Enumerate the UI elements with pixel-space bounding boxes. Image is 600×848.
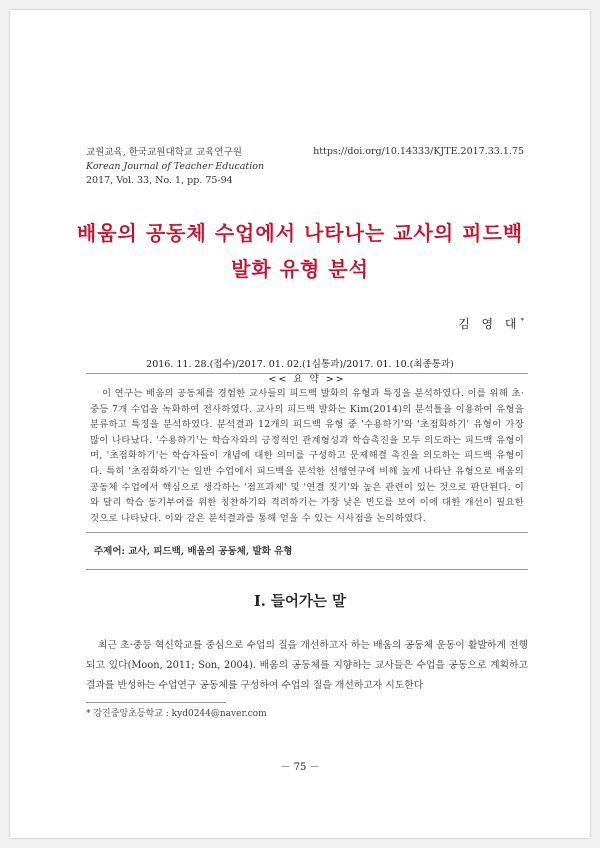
publisher: 교원교육, 한국교원대학교 교육연구원 <box>86 147 242 158</box>
abstract <box>86 373 528 533</box>
keywords-divider <box>86 569 528 570</box>
author <box>458 315 524 332</box>
doi-link[interactable]: https://doi.org/10.14333/KJTE.2017.33.1.75 <box>313 146 524 157</box>
abstract-heading-wrap <box>86 367 528 386</box>
journal-name: Korean Journal of Teacher Education <box>86 161 265 172</box>
title-line-2: 발화 유형 분석 <box>231 257 369 281</box>
submission-dates: 2016. 11. 28.(접수)/2017. 01. 02.(1심통과)/2017. 01. 10.(최종통과) <box>146 359 454 370</box>
section-heading: Ⅰ. 들어가는 말 <box>254 593 346 610</box>
title-line-1: 배움의 공동체 수업에서 나타나는 교사의 피드백 <box>76 221 524 245</box>
author-footnote-mark: * <box>520 317 524 325</box>
document-page <box>10 10 590 838</box>
abstract-heading: << 요 약 >> <box>260 374 353 385</box>
paper-title <box>50 215 550 287</box>
body-paragraph: 최근 초·중등 혁신학교를 중심으로 수업의 질을 개선하고자 하는 배움의 공동체 운동이 활발하게 전행되고 있다(Moon, 2011; Son, 2004). 배움의 공동체를 지향하는 교사들은 수업을 공동으로 계획하고 결과를 반성하는 수업연구 공동체를 구성하여 수업의 질을 개선하고자 시도한다 <box>86 640 528 691</box>
author-name: 김 영 대 <box>458 317 521 331</box>
footnote: * 강진중앙초등학교 : kyd0244@naver.com <box>86 709 267 719</box>
journal-info <box>86 146 264 188</box>
volume-info: 2017, Vol. 33, No. 1, pp. 75-94 <box>86 175 233 186</box>
keywords: 주제어: 교사, 피드백, 배움의 공동체, 발화 유형 <box>94 546 293 557</box>
footnote-divider <box>86 702 226 703</box>
page-number: － 75 － <box>280 762 320 773</box>
abstract-text: 이 연구는 배움의 공동체를 경험한 교사들의 피드백 발화의 유형과 특징을 분석하였다. 이를 위해 초·중등 7개 수업을 녹화하여 전사하였다. 교사의 피드백 발화는 Kim(2014)의 분석틀을 이용하여 유형을 분류하고 특징을 분석하였다. 분석결과 12개의 피드백 유형 중 '수용하기'와 '초점화하기' 유형이 가장 많이 나타났다. '수용하기'는 학습자와의 긍정적인 관계형성과 학습촉진을 모두 의도하는 피드백 유형이며, '초점화하기'는 학습자들이 개념에 대한 의미를 구성하고 문제해결 촉진을 의도하는 피드백 유형이다. 특히 '초점화하기'는 일반 수업에서 피드백을 분석한 선행연구에 비해 높게 나타난 유형으로 배움의 공동체 수업에서 핵심으로 생각하는 '점프과제' 및 '연결 짓기'와 높은 관련이 있는 것으로 판단된다. 이와 달리 학습 동기부여를 위한 칭찬하기와 격려하기는 가장 낮은 빈도를 보여 이에 대한 개선이 필요한 것으로 나타났다. 이와 같은 분석결과를 통해 얻을 수 있는 시사점을 논의하였다. <box>90 388 524 524</box>
